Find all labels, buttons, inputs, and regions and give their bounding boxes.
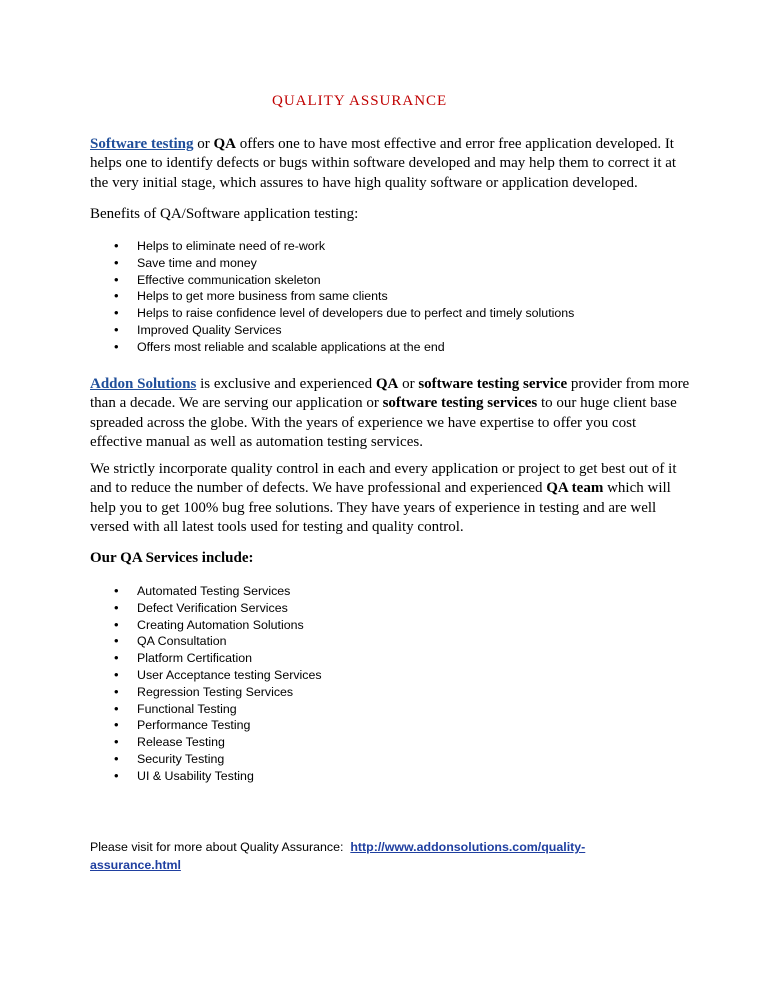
benefits-heading: Benefits of QA/Software application testing: bbox=[90, 206, 359, 222]
list-item: • Effective communication skeleton bbox=[90, 272, 574, 289]
intro-qa-bold: QA bbox=[213, 136, 236, 152]
list-item: • Improved Quality Services bbox=[90, 322, 574, 339]
footer-link[interactable]: http://www.addonsolutions.com/quality-assurance.html bbox=[90, 840, 586, 872]
page-title: QUALITY ASSURANCE bbox=[272, 93, 448, 109]
list-item: • Functional Testing bbox=[90, 701, 322, 718]
addon-text-1: is exclusive and experienced bbox=[196, 376, 376, 392]
list-item: • Performance Testing bbox=[90, 717, 322, 734]
list-item: • Offers most reliable and scalable applications at the end bbox=[90, 339, 574, 356]
strict-bold-qa-team: QA team bbox=[546, 480, 604, 497]
addon-text-2: or bbox=[398, 376, 419, 392]
intro-text-1: or bbox=[193, 136, 214, 152]
addon-bold-services: software testing services bbox=[382, 395, 538, 412]
footer bbox=[90, 838, 650, 874]
services-list bbox=[90, 583, 322, 785]
list-item: • Platform Certification bbox=[90, 650, 322, 667]
list-item: • Helps to get more business from same clients bbox=[90, 288, 574, 305]
list-item: • Automated Testing Services bbox=[90, 583, 322, 600]
software-testing-link[interactable]: Software testing bbox=[90, 136, 194, 152]
list-item: • Creating Automation Solutions bbox=[90, 617, 322, 634]
benefits-list bbox=[90, 238, 574, 356]
list-item: • Regression Testing Services bbox=[90, 684, 322, 701]
list-item: • Save time and money bbox=[90, 255, 574, 272]
list-item: • QA Consultation bbox=[90, 633, 322, 650]
list-item: • Helps to eliminate need of re-work bbox=[90, 238, 574, 255]
addon-text-3: provider from more than a decade. We are serving our application or bbox=[90, 376, 690, 412]
list-item: • Release Testing bbox=[90, 734, 322, 751]
addon-text-4: to our huge client base spreaded across the globe. With the years of experience we have expertise to offer you cost effective manual as well as automation testing services. bbox=[90, 395, 677, 450]
list-item: • Defect Verification Services bbox=[90, 600, 322, 617]
list-item: • UI & Usability Testing bbox=[90, 768, 322, 785]
addon-bold-qa: QA bbox=[375, 376, 399, 392]
services-heading: Our QA Services include: bbox=[90, 550, 254, 566]
strict-text-1: We strictly incorporate quality control in each and every application or project to get best out of it and to reduce the number of defects. We have professional and experienced bbox=[90, 461, 677, 497]
addon-solutions-link[interactable]: Addon Solutions bbox=[90, 376, 197, 392]
footer-text: Please visit for more about Quality Assurance: bbox=[90, 840, 351, 854]
list-item: • Helps to raise confidence level of developers due to perfect and timely solutions bbox=[90, 305, 574, 322]
list-item: • Security Testing bbox=[90, 751, 322, 768]
intro-text-2: offers one to have most effective and error free application developed. It helps one to identify defects or bugs within software developed and may help them to correct it at the very initial stage, which assures to have high quality software or application developed. bbox=[90, 136, 677, 191]
addon-bold-service: software testing service bbox=[418, 376, 568, 392]
list-item: • User Acceptance testing Services bbox=[90, 667, 322, 684]
addon-paragraph bbox=[90, 375, 690, 452]
strict-text-2: which will help you to get 100% bug free solutions. They have years of experience in testing and are well versed with all latest tools used for testing and quality control. bbox=[90, 480, 671, 535]
intro-paragraph bbox=[90, 135, 690, 193]
strict-paragraph bbox=[90, 460, 690, 537]
